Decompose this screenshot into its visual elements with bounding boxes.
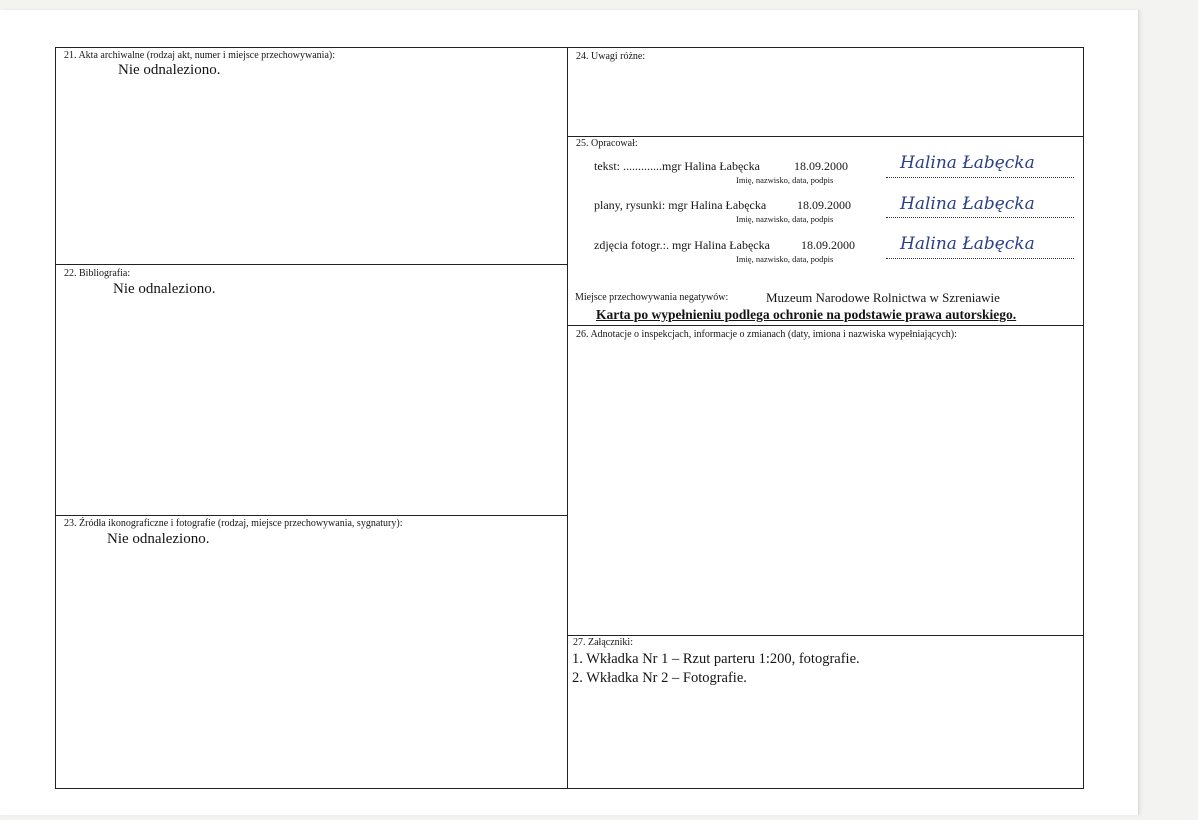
negatives-value: Muzeum Narodowe Rolnictwa w Szreniawie [766,290,1000,305]
author-row-plans-label: plany, rysunki: mgr Halina Łabęcka [594,198,767,212]
author-row-photos-caption: Imię, nazwisko, data, podpis [736,254,834,264]
section-25-box [567,136,1084,326]
author-row-text-date: 18.09.2000 [794,159,848,173]
copyright-notice: Karta po wypełnieniu podlega ochronie na podstawie prawa autorskiego. [596,307,1017,322]
author-row-plans-date: 18.09.2000 [797,198,851,212]
author-row-text-caption: Imię, nazwisko, data, podpis [736,175,834,185]
section-26-header: 26. Adnotacje o inspekcjach, informacje o zmianach (daty, imiona i nazwiska wypełniających): [576,329,957,340]
attachment-item-1: 1. Wkładka Nr 1 – Rzut parteru 1:200, fotografie. [572,651,860,667]
signature-line [886,217,1074,218]
section-22-value: Nie odnaleziono. [113,281,216,297]
author-row-plans-signature: Halina Łabęcka [900,194,1035,214]
section-26-box [567,325,1084,636]
author-row-text-signature: Halina Łabęcka [900,153,1035,173]
author-row-photos-label: zdjęcia fotogr.:. mgr Halina Łabęcka [594,238,770,252]
section-24-box [567,47,1084,137]
negatives-label: Miejsce przechowywania negatywów: [575,292,729,303]
section-21-value: Nie odnaleziono. [118,62,221,78]
attachment-item-2: 2. Wkładka Nr 2 – Fotografie. [572,670,747,686]
author-row-photos-date: 18.09.2000 [801,238,855,252]
section-21-box [55,47,568,265]
author-row-text-label: tekst: .............mgr Halina Łabęcka [594,159,760,173]
section-27-header: 27. Załączniki: [573,637,633,648]
section-22-box [55,264,568,516]
document-page [0,10,1139,815]
signature-line [886,258,1074,259]
signature-line [886,177,1074,178]
section-23-value: Nie odnaleziono. [107,531,210,547]
section-21-header: 21. Akta archiwalne (rodzaj akt, numer i miejsce przechowywania): [64,50,336,61]
section-25-header: 25. Opracował: [576,138,638,149]
author-row-photos-signature: Halina Łabęcka [900,234,1035,254]
section-27-box [567,635,1084,789]
author-row-plans-caption: Imię, nazwisko, data, podpis [736,214,834,224]
section-23-header: 23. Źródła ikonograficzne i fotografie (rodzaj, miejsce przechowywania, sygnatury): [64,518,403,529]
section-23-box [55,515,568,789]
section-22-header: 22. Bibliografia: [64,268,131,279]
section-24-header: 24. Uwagi różne: [576,51,646,62]
